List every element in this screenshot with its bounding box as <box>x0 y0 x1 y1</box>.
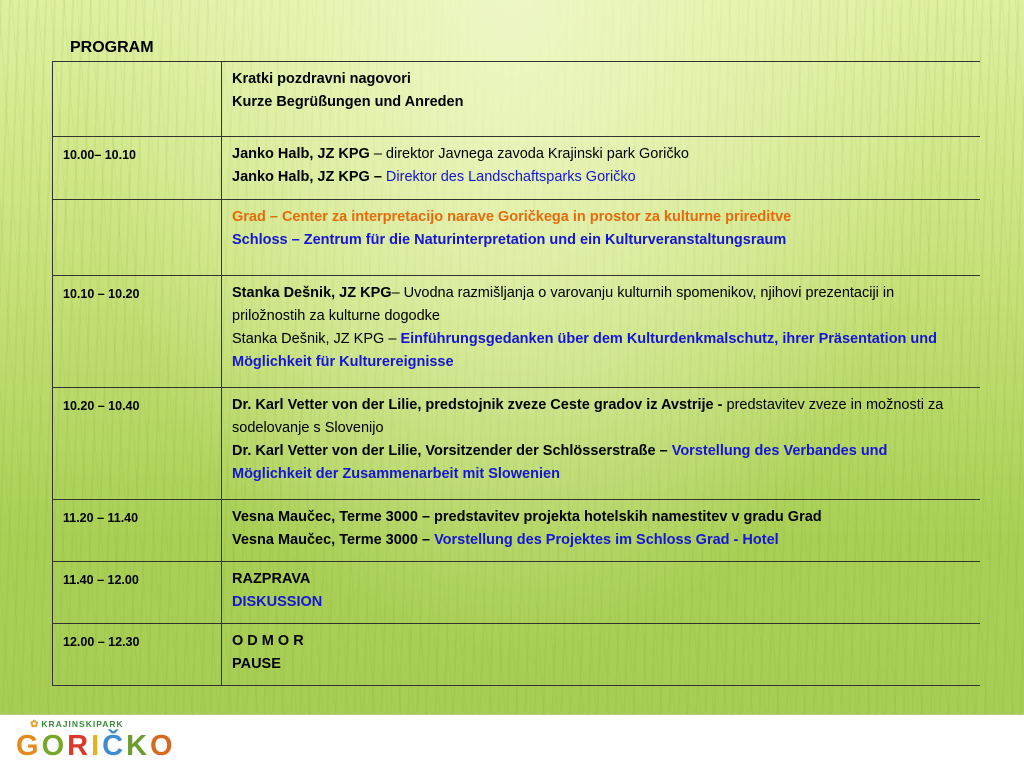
table-row <box>53 500 981 562</box>
text-segment: RAZPRAVA <box>232 571 311 587</box>
logo-letter: Č <box>102 730 127 762</box>
text-segment: Dr. Karl Vetter von der Lilie, Vorsitzender der Schlösserstraße – <box>232 443 672 459</box>
text-segment: Direktor des Landschaftsparks Goričko <box>385 169 636 185</box>
content-line <box>232 394 970 440</box>
text-segment: Vesna Maučec, Terme 3000 – predstavitev projekta hotelskih namestitev v gradu Grad <box>232 509 822 525</box>
text-segment: Stanka Dešnik, JZ KPG – <box>232 331 401 347</box>
time-cell: 10.00– 10.10 <box>53 137 222 200</box>
content-cell <box>222 562 981 624</box>
time-cell: 11.20 – 11.40 <box>53 500 222 562</box>
text-segment: DISKUSSION <box>232 594 323 610</box>
flower-icon: ✿ <box>30 719 40 730</box>
time-cell: 10.20 – 10.40 <box>53 388 222 500</box>
content-line <box>232 166 970 189</box>
content-line <box>232 529 970 552</box>
content-line <box>232 591 970 614</box>
text-segment: Vesna Maučec, Terme 3000 – <box>232 532 435 548</box>
text-segment: Janko Halb, JZ KPG – <box>232 169 386 185</box>
logo-letter: O <box>41 730 68 762</box>
text-segment: Dr. Karl Vetter von der Lilie, predstojnik zveze Ceste gradov iz Avstrije - <box>232 397 727 413</box>
page-title: PROGRAM <box>70 39 154 56</box>
content-line <box>232 440 970 486</box>
content-cell <box>222 62 981 137</box>
table-row <box>53 388 981 500</box>
table-row <box>53 276 981 388</box>
text-segment: Vorstellung des Verbandes und Möglichkeit der Zusammenarbeit mit Slowenien <box>232 443 888 482</box>
logo-small-text: KRAJINSKIPARK <box>41 719 124 729</box>
park-logo <box>14 716 176 766</box>
content-line <box>232 630 970 653</box>
text-segment: O D M O R <box>232 633 304 649</box>
content-line <box>232 91 970 114</box>
text-segment: Kratki pozdravni nagovori <box>232 71 411 87</box>
time-cell <box>53 62 222 137</box>
text-segment: Stanka Dešnik, JZ KPG <box>232 285 392 301</box>
content-cell <box>222 137 981 200</box>
content-line <box>232 206 970 229</box>
text-segment: Grad – Center za interpretacijo narave Goričkega in prostor za kulturne prireditve <box>232 209 792 225</box>
text-segment: Kurze Begrüßungen und Anreden <box>232 94 464 110</box>
text-segment: Einführungsgedanken über dem Kulturdenkmalschutz, ihrer Präsentation und Möglichkeit für Kulturereignisse <box>232 331 938 370</box>
text-segment: Schloss – Zentrum für die Naturinterpretation und ein Kulturveranstaltungsraum <box>232 232 787 248</box>
text-segment: Vorstellung des Projektes im Schloss Grad - Hotel <box>434 532 779 548</box>
content-line <box>232 68 970 91</box>
content-line <box>232 506 970 529</box>
logo-letter: R <box>67 730 92 762</box>
logo-letter: O <box>150 730 176 762</box>
table-row <box>53 62 981 137</box>
time-cell: 11.40 – 12.00 <box>53 562 222 624</box>
logo-subtitle <box>30 719 124 730</box>
table-row <box>53 137 981 200</box>
text-segment: – Uvodna razmišljanja o varovanju kulturnih spomenikov, njihovi prezentaciji in priložnostih za kulturne dogodke <box>232 285 895 324</box>
table-row <box>53 624 981 686</box>
content-cell <box>222 388 981 500</box>
table-row <box>53 200 981 276</box>
logo-letter: G <box>16 730 42 762</box>
content-cell <box>222 276 981 388</box>
time-cell: 10.10 – 10.20 <box>53 276 222 388</box>
logo-letter: K <box>126 730 151 762</box>
logo-letter: I <box>91 730 103 762</box>
text-segment: Janko Halb, JZ KPG <box>232 146 370 162</box>
program-table <box>52 61 980 686</box>
logo-wordmark <box>16 730 176 762</box>
content-cell <box>222 500 981 562</box>
content-line <box>232 143 970 166</box>
content-line <box>232 328 970 374</box>
table-row <box>53 562 981 624</box>
text-segment: PAUSE <box>232 656 281 672</box>
time-cell: 12.00 – 12.30 <box>53 624 222 686</box>
content-line <box>232 653 970 676</box>
text-segment: – direktor Javnega zavoda Krajinski park Goričko <box>369 146 689 162</box>
text-segment: predstavitev zveze in možnosti za sodelovanje s Slovenijo <box>232 397 944 436</box>
content-line <box>232 568 970 591</box>
content-cell <box>222 624 981 686</box>
content-cell <box>222 200 981 276</box>
content-line <box>232 282 970 328</box>
content-line <box>232 229 970 252</box>
time-cell <box>53 200 222 276</box>
